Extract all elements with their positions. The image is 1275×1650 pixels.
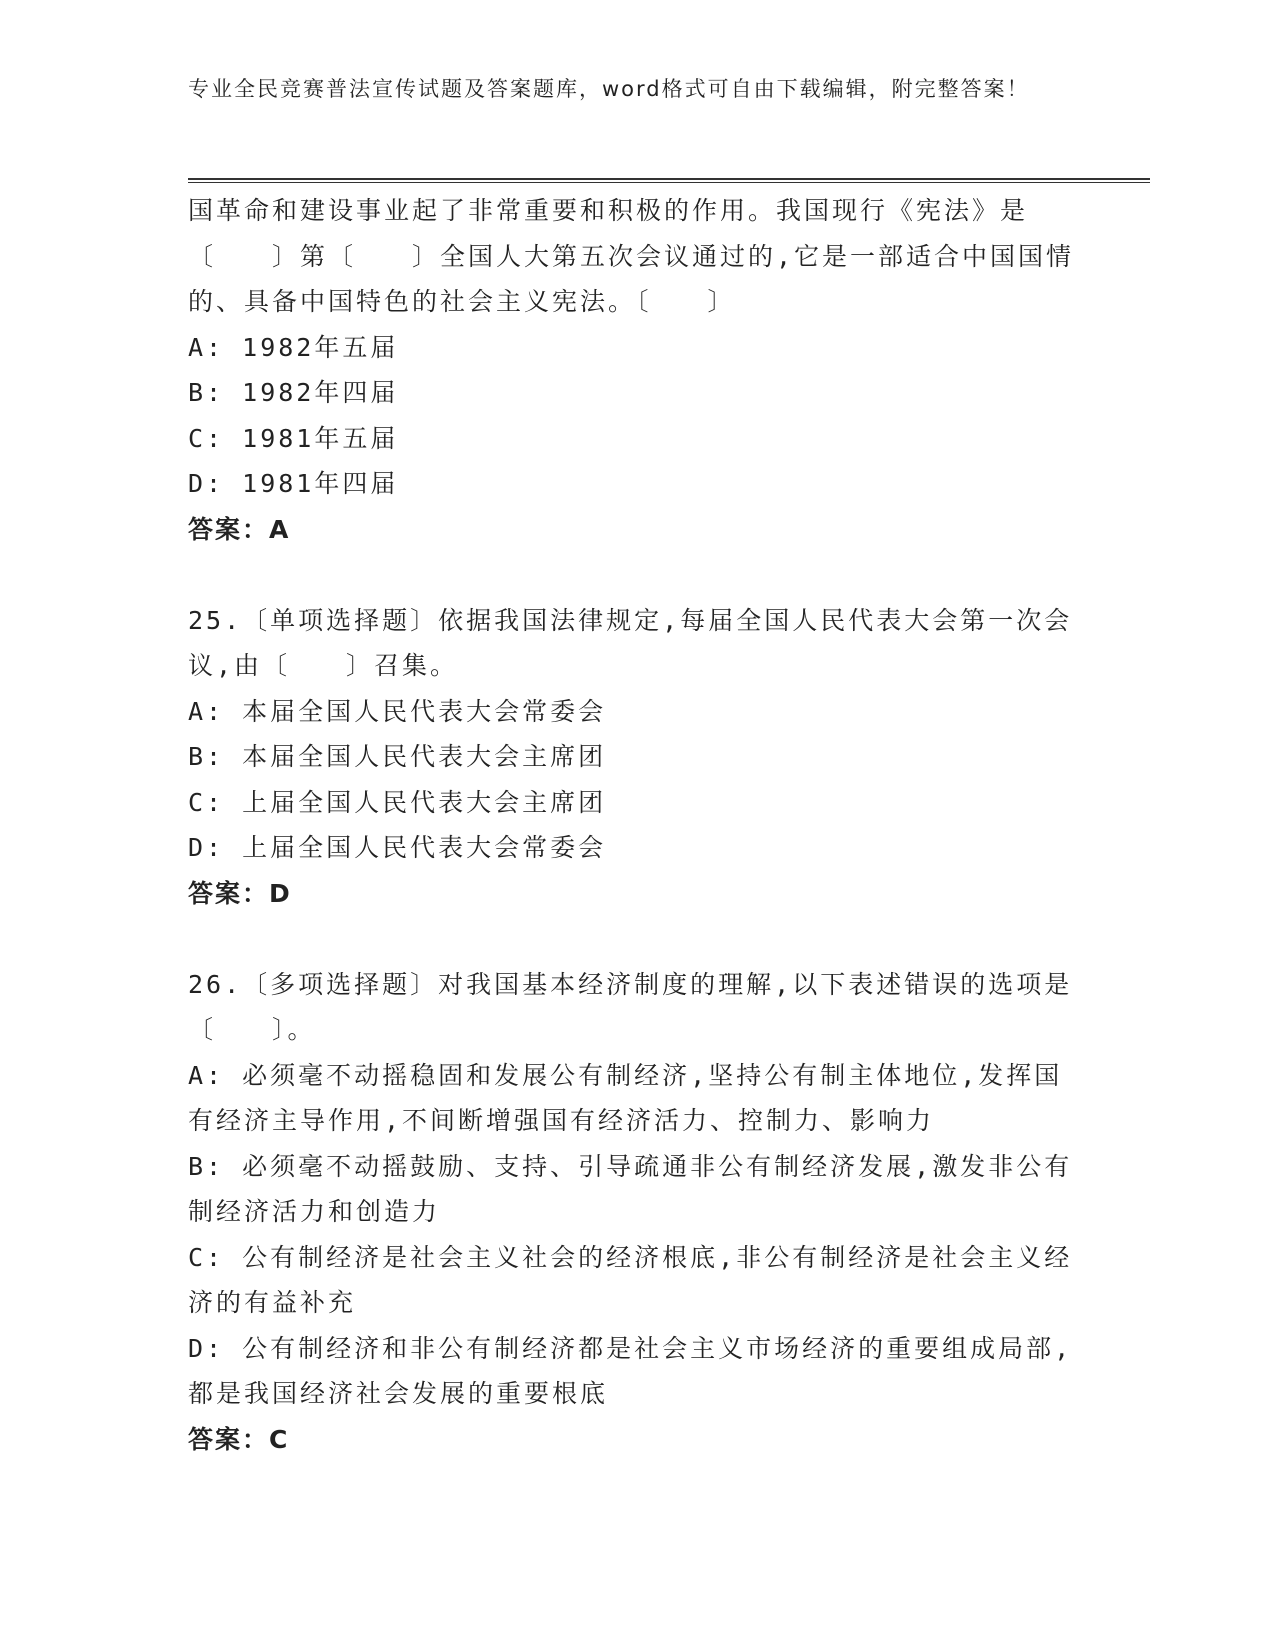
option-a: A: 必须毫不动摇稳固和发展公有制经济,坚持公有制主体地位,发挥国有经济主导作用,不间断增强国有经济活力、控制力、影响力	[188, 1060, 1063, 1135]
option-c: C: 1981年五届	[188, 423, 399, 453]
answer: 答案：D	[188, 878, 292, 908]
spacer	[188, 916, 1088, 962]
option-d: D: 公有制经济和非公有制经济都是社会主义市场经济的重要组成局部,都是我国经济社会发展的重要根底	[188, 1333, 1073, 1408]
question-text: 26.〔多项选择题〕对我国基本经济制度的理解,以下表述错误的选项是〔 〕。	[188, 969, 1073, 1044]
question-text: 25.〔单项选择题〕依据我国法律规定,每届全国人民代表大会第一次会议,由〔 〕召集。	[188, 605, 1073, 680]
option-c: C: 公有制经济是社会主义社会的经济根底,非公有制经济是社会主义经济的有益补充	[188, 1242, 1073, 1317]
option-a: A: 1982年五届	[188, 332, 399, 362]
page-header: 专业全民竞赛普法宣传试题及答案题库，word格式可自由下载编辑，附完整答案！	[188, 77, 1030, 101]
header-divider	[188, 178, 1150, 183]
option-b: B: 必须毫不动摇鼓励、支持、引导疏通非公有制经济发展,激发非公有制经济活力和创造力	[188, 1151, 1073, 1226]
option-a: A: 本届全国人民代表大会常委会	[188, 696, 607, 726]
answer: 答案：A	[188, 514, 291, 544]
answer: 答案：C	[188, 1424, 290, 1454]
option-b: B: 1982年四届	[188, 378, 399, 407]
question-text: 国革命和建设事业起了非常重要和积极的作用。我国现行《宪法》是〔 〕第〔 〕全国人大第五次会议通过的,它是一部适合中国国情的、具备中国特色的社会主义宪法。〔 〕	[188, 196, 1075, 316]
option-c: C: 上届全国人民代表大会主席团	[188, 787, 607, 817]
question-26	[188, 962, 1088, 1463]
question-24-continued	[188, 188, 1088, 552]
option-d: D: 上届全国人民代表大会常委会	[188, 833, 607, 862]
option-b: B: 本届全国人民代表大会主席团	[188, 742, 607, 771]
spacer	[188, 552, 1088, 598]
question-content	[188, 188, 1088, 1462]
question-25	[188, 598, 1088, 917]
option-d: D: 1981年四届	[188, 469, 399, 498]
